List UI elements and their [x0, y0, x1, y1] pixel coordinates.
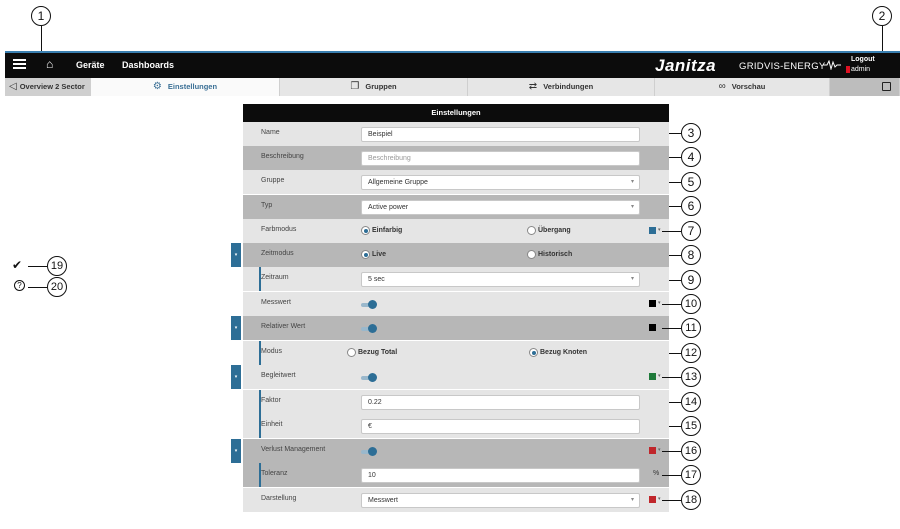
relativ-expand-toggle[interactable]: ▾: [231, 316, 241, 340]
row-einheit: [243, 414, 669, 438]
tab-einstellungen[interactable]: ⚙ Einstellungen: [91, 78, 280, 96]
radio-uebergang[interactable]: Übergang: [527, 226, 571, 235]
tab-bar: [5, 78, 900, 96]
begleit-color-picker[interactable]: [649, 373, 656, 380]
verlust-label: Verlust Management: [261, 446, 326, 453]
row-toleranz: [243, 463, 669, 487]
callout-11: 11: [681, 318, 701, 338]
chevron-down-icon: ▾: [630, 179, 634, 185]
nav-dashboards[interactable]: Dashboards: [122, 60, 175, 70]
chevron-down-icon: ▾: [630, 276, 634, 282]
callout-17: 17: [681, 465, 701, 485]
beschreibung-label: Beschreibung: [261, 153, 304, 160]
gruppe-select[interactable]: Allgemeine Gruppe ▾: [361, 175, 640, 190]
name-input[interactable]: Beispiel: [361, 127, 640, 142]
faktor-label: Faktor: [261, 397, 281, 404]
callout-14: 14: [681, 392, 701, 412]
verlust-toggle[interactable]: [361, 447, 377, 456]
save-button[interactable]: [830, 78, 900, 96]
chevron-down-icon: ▾: [658, 373, 661, 379]
toleranz-label: Toleranz: [261, 470, 288, 477]
nav-geraete[interactable]: Geräte: [76, 60, 105, 70]
relativ-color-picker[interactable]: [649, 324, 656, 331]
messwert-color-picker[interactable]: [649, 300, 656, 307]
name-label: Name: [261, 129, 280, 136]
chevron-down-icon: ▾: [658, 227, 661, 233]
callout-5: 5: [681, 172, 701, 192]
relativ-label: Relativer Wert: [261, 323, 306, 330]
floppy-icon: [882, 82, 891, 91]
zeitmodus-expand-toggle[interactable]: ▾: [231, 243, 241, 267]
verlust-expand-toggle[interactable]: ▾: [231, 439, 241, 463]
callout-6: 6: [681, 196, 701, 216]
callout-16: 16: [681, 441, 701, 461]
callout-15: 15: [681, 416, 701, 436]
chevron-down-icon: ▾: [658, 300, 661, 306]
callout-20: 20: [47, 277, 67, 297]
radio-historisch[interactable]: Historisch: [527, 250, 572, 259]
relativ-toggle[interactable]: [361, 324, 377, 333]
darstellung-label: Darstellung: [261, 495, 297, 502]
hamburger-icon[interactable]: [13, 58, 26, 70]
row-relativer-wert: [243, 316, 669, 340]
typ-label: Typ: [261, 202, 273, 209]
callout-4: 4: [681, 147, 701, 167]
tab-verbindungen[interactable]: ⇄ Verbindungen: [468, 78, 655, 96]
radio-einfarbig[interactable]: Einfarbig: [361, 226, 402, 235]
row-farbmodus: [243, 219, 669, 243]
pulse-icon: [823, 60, 841, 70]
callout-19: 19: [47, 256, 67, 276]
callout-9: 9: [681, 270, 701, 290]
shuffle-icon: ⇄: [528, 81, 538, 92]
toleranz-input[interactable]: 10: [361, 468, 640, 483]
callout-12: 12: [681, 343, 701, 363]
callout-7: 7: [681, 221, 701, 241]
einheit-input[interactable]: €: [361, 419, 640, 434]
radio-live[interactable]: Live: [361, 250, 386, 259]
faktor-input[interactable]: 0.22: [361, 395, 640, 410]
messwert-toggle[interactable]: [361, 300, 377, 309]
callout-1: 1: [31, 6, 51, 26]
callout-3: 3: [681, 123, 701, 143]
gridvis-logo-text: GRIDVIS-ENERGY: [739, 61, 826, 72]
messwert-label: Messwert: [261, 299, 291, 306]
tab-vorschau[interactable]: ∞ Vorschau: [655, 78, 830, 96]
checkmark-icon[interactable]: ✔: [12, 258, 23, 272]
darstellung-color-picker[interactable]: [649, 496, 656, 503]
row-typ: [243, 195, 669, 219]
beschreibung-input[interactable]: Beschreibung: [361, 151, 640, 166]
callout-10: 10: [681, 294, 701, 314]
zeitraum-label: Zeitraum: [261, 274, 289, 281]
begleit-expand-toggle[interactable]: ▾: [231, 365, 241, 389]
farbmodus-color-picker[interactable]: [649, 227, 656, 234]
row-name: [243, 122, 669, 146]
copy-icon: ❐: [350, 81, 360, 92]
logout-link[interactable]: Logout: [851, 56, 875, 63]
callout-13: 13: [681, 367, 701, 387]
row-messwert: [243, 292, 669, 316]
begleit-toggle[interactable]: [361, 373, 377, 382]
row-zeitmodus: [243, 243, 669, 267]
row-modus: [243, 341, 669, 365]
user-name: admin: [851, 66, 871, 73]
row-begleitwert: [243, 365, 669, 389]
toleranz-unit: %: [653, 470, 660, 477]
farbmodus-label: Farbmodus: [261, 226, 297, 233]
user-icon: [846, 66, 850, 73]
tab-sector-back[interactable]: ◁ Overview 2 Sector: [5, 78, 91, 96]
callout-2: 2: [872, 6, 892, 26]
glasses-icon: ∞: [718, 81, 726, 92]
gruppe-label: Gruppe: [261, 177, 285, 184]
janitza-logo: Janitza: [655, 56, 717, 75]
tab-gruppen[interactable]: ❐ Gruppen: [280, 78, 468, 96]
row-darstellung: [243, 488, 669, 512]
row-verlust-management: [243, 439, 669, 463]
typ-select[interactable]: Active power ▾: [361, 200, 640, 215]
row-beschreibung: [243, 146, 669, 170]
darstellung-select[interactable]: Messwert ▾: [361, 493, 640, 508]
help-icon[interactable]: ?: [14, 280, 25, 291]
radio-bezug-knoten[interactable]: Bezug Knoten: [529, 348, 587, 357]
chevron-down-icon: ▾: [658, 447, 661, 453]
top-navigation-bar: [5, 51, 900, 78]
zeitmodus-label: Zeitmodus: [261, 250, 294, 257]
share-icon: ◁: [9, 81, 17, 92]
row-faktor: [243, 390, 669, 414]
zeitraum-select[interactable]: 5 sec ▾: [361, 272, 640, 287]
home-icon[interactable]: ⌂: [46, 57, 54, 71]
panel-title: Einstellungen: [243, 104, 669, 122]
radio-bezug-total[interactable]: Bezug Total: [347, 348, 397, 357]
chevron-down-icon: ▾: [630, 204, 634, 210]
gears-icon: ⚙: [152, 81, 162, 92]
chevron-down-icon: ▾: [658, 496, 661, 502]
row-gruppe: [243, 170, 669, 194]
verlust-color-picker[interactable]: [649, 447, 656, 454]
modus-label: Modus: [261, 348, 283, 355]
callout-8: 8: [681, 245, 701, 265]
row-zeitraum: [243, 267, 669, 291]
einheit-label: Einheit: [261, 421, 283, 428]
chevron-down-icon: ▾: [630, 497, 634, 503]
begleit-label: Begleitwert: [261, 372, 296, 379]
callout-18: 18: [681, 490, 701, 510]
